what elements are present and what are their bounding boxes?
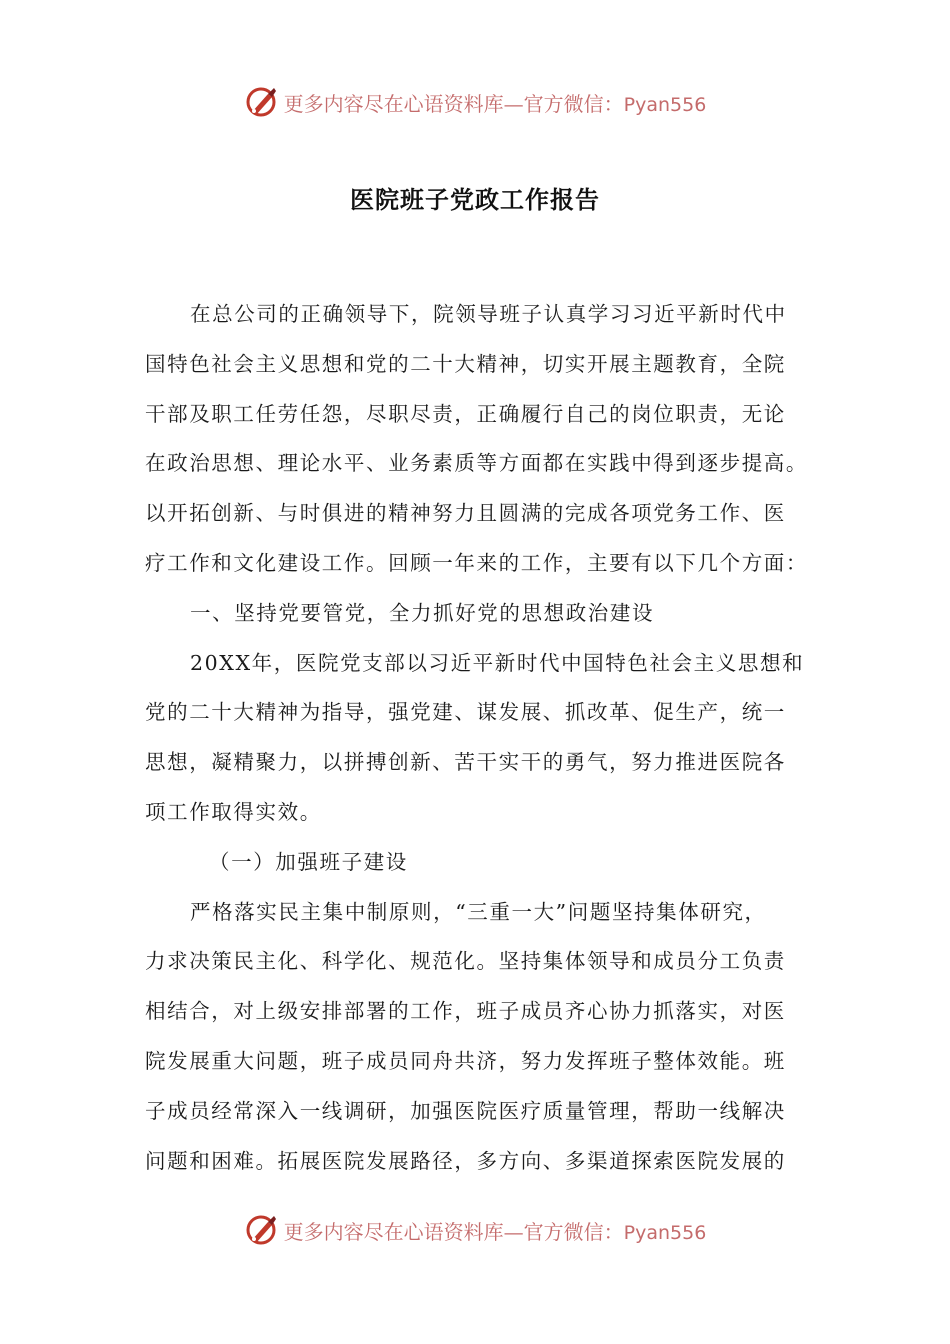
paragraph-line: 相结合，对上级安排部署的工作，班子成员齐心协力抓落实，对医 bbox=[145, 999, 786, 1024]
paragraph-line: 力求决策民主化、科学化、规范化。坚持集体领导和成员分工负责 bbox=[145, 949, 786, 974]
wechat-id: Pyan556 bbox=[623, 93, 707, 116]
pen-logo-icon bbox=[244, 84, 280, 120]
document-body bbox=[145, 290, 815, 1186]
paragraph-line: 问题和困难。拓展医院发展路径，多方向、多渠道探索医院发展的 bbox=[145, 1148, 786, 1173]
pen-logo-icon bbox=[244, 1212, 280, 1248]
paragraph-line: 以开拓创新、与时俱进的精神努力且圆满的完成各项党务工作、医 bbox=[145, 501, 786, 526]
paragraph-line: 严格落实民主集中制原则，“三重一大”问题坚持集体研究， bbox=[190, 899, 767, 924]
paragraph-line: 在政治思想、理论水平、业务素质等方面都在实践中得到逐步提高。 bbox=[145, 451, 808, 476]
paragraph-line: 20XX年，医院党支部以习近平新时代中国特色社会主义思想和 bbox=[190, 650, 805, 675]
paragraph-line: 干部及职工任劳任怨，尽职尽责，正确履行自己的岗位职责，无论 bbox=[145, 401, 786, 426]
wechat-id: Pyan556 bbox=[623, 1221, 707, 1244]
paragraph-line: 疗工作和文化建设工作。回顾一年来的工作，主要有以下几个方面： bbox=[145, 550, 808, 575]
header-watermark-banner bbox=[0, 82, 950, 122]
paragraph-line: 项工作取得实效。 bbox=[145, 799, 322, 824]
paragraph-line: （一）加强班子建设 bbox=[209, 849, 408, 874]
paragraph-line: 子成员经常深入一线调研，加强医院医疗质量管理，帮助一线解决 bbox=[145, 1098, 786, 1123]
paragraph-line: 院发展重大问题，班子成员同舟共济，努力发挥班子整体效能。班 bbox=[145, 1048, 786, 1073]
paragraph-line: 党的二十大精神为指导，强党建、谋发展、抓改革、促生产，统一 bbox=[145, 700, 786, 725]
watermark-text: 更多内容尽在心语资料库—官方微信：Pyan556 bbox=[283, 91, 707, 116]
paragraph-line: 一、坚持党要管党，全力抓好党的思想政治建设 bbox=[190, 600, 655, 625]
paragraph-line: 在总公司的正确领导下，院领导班子认真学习习近平新时代中 bbox=[190, 302, 787, 326]
watermark-text: 更多内容尽在心语资料库—官方微信：Pyan556 bbox=[283, 1219, 707, 1244]
page-title: 医院班子党政工作报告 bbox=[350, 185, 600, 214]
paragraph-line: 国特色社会主义思想和党的二十大精神，切实开展主题教育，全院 bbox=[145, 351, 786, 376]
paragraph-line: 思想，凝精聚力，以拼搏创新、苦干实干的勇气，努力推进医院各 bbox=[145, 750, 786, 775]
footer-watermark-banner bbox=[0, 1210, 950, 1250]
